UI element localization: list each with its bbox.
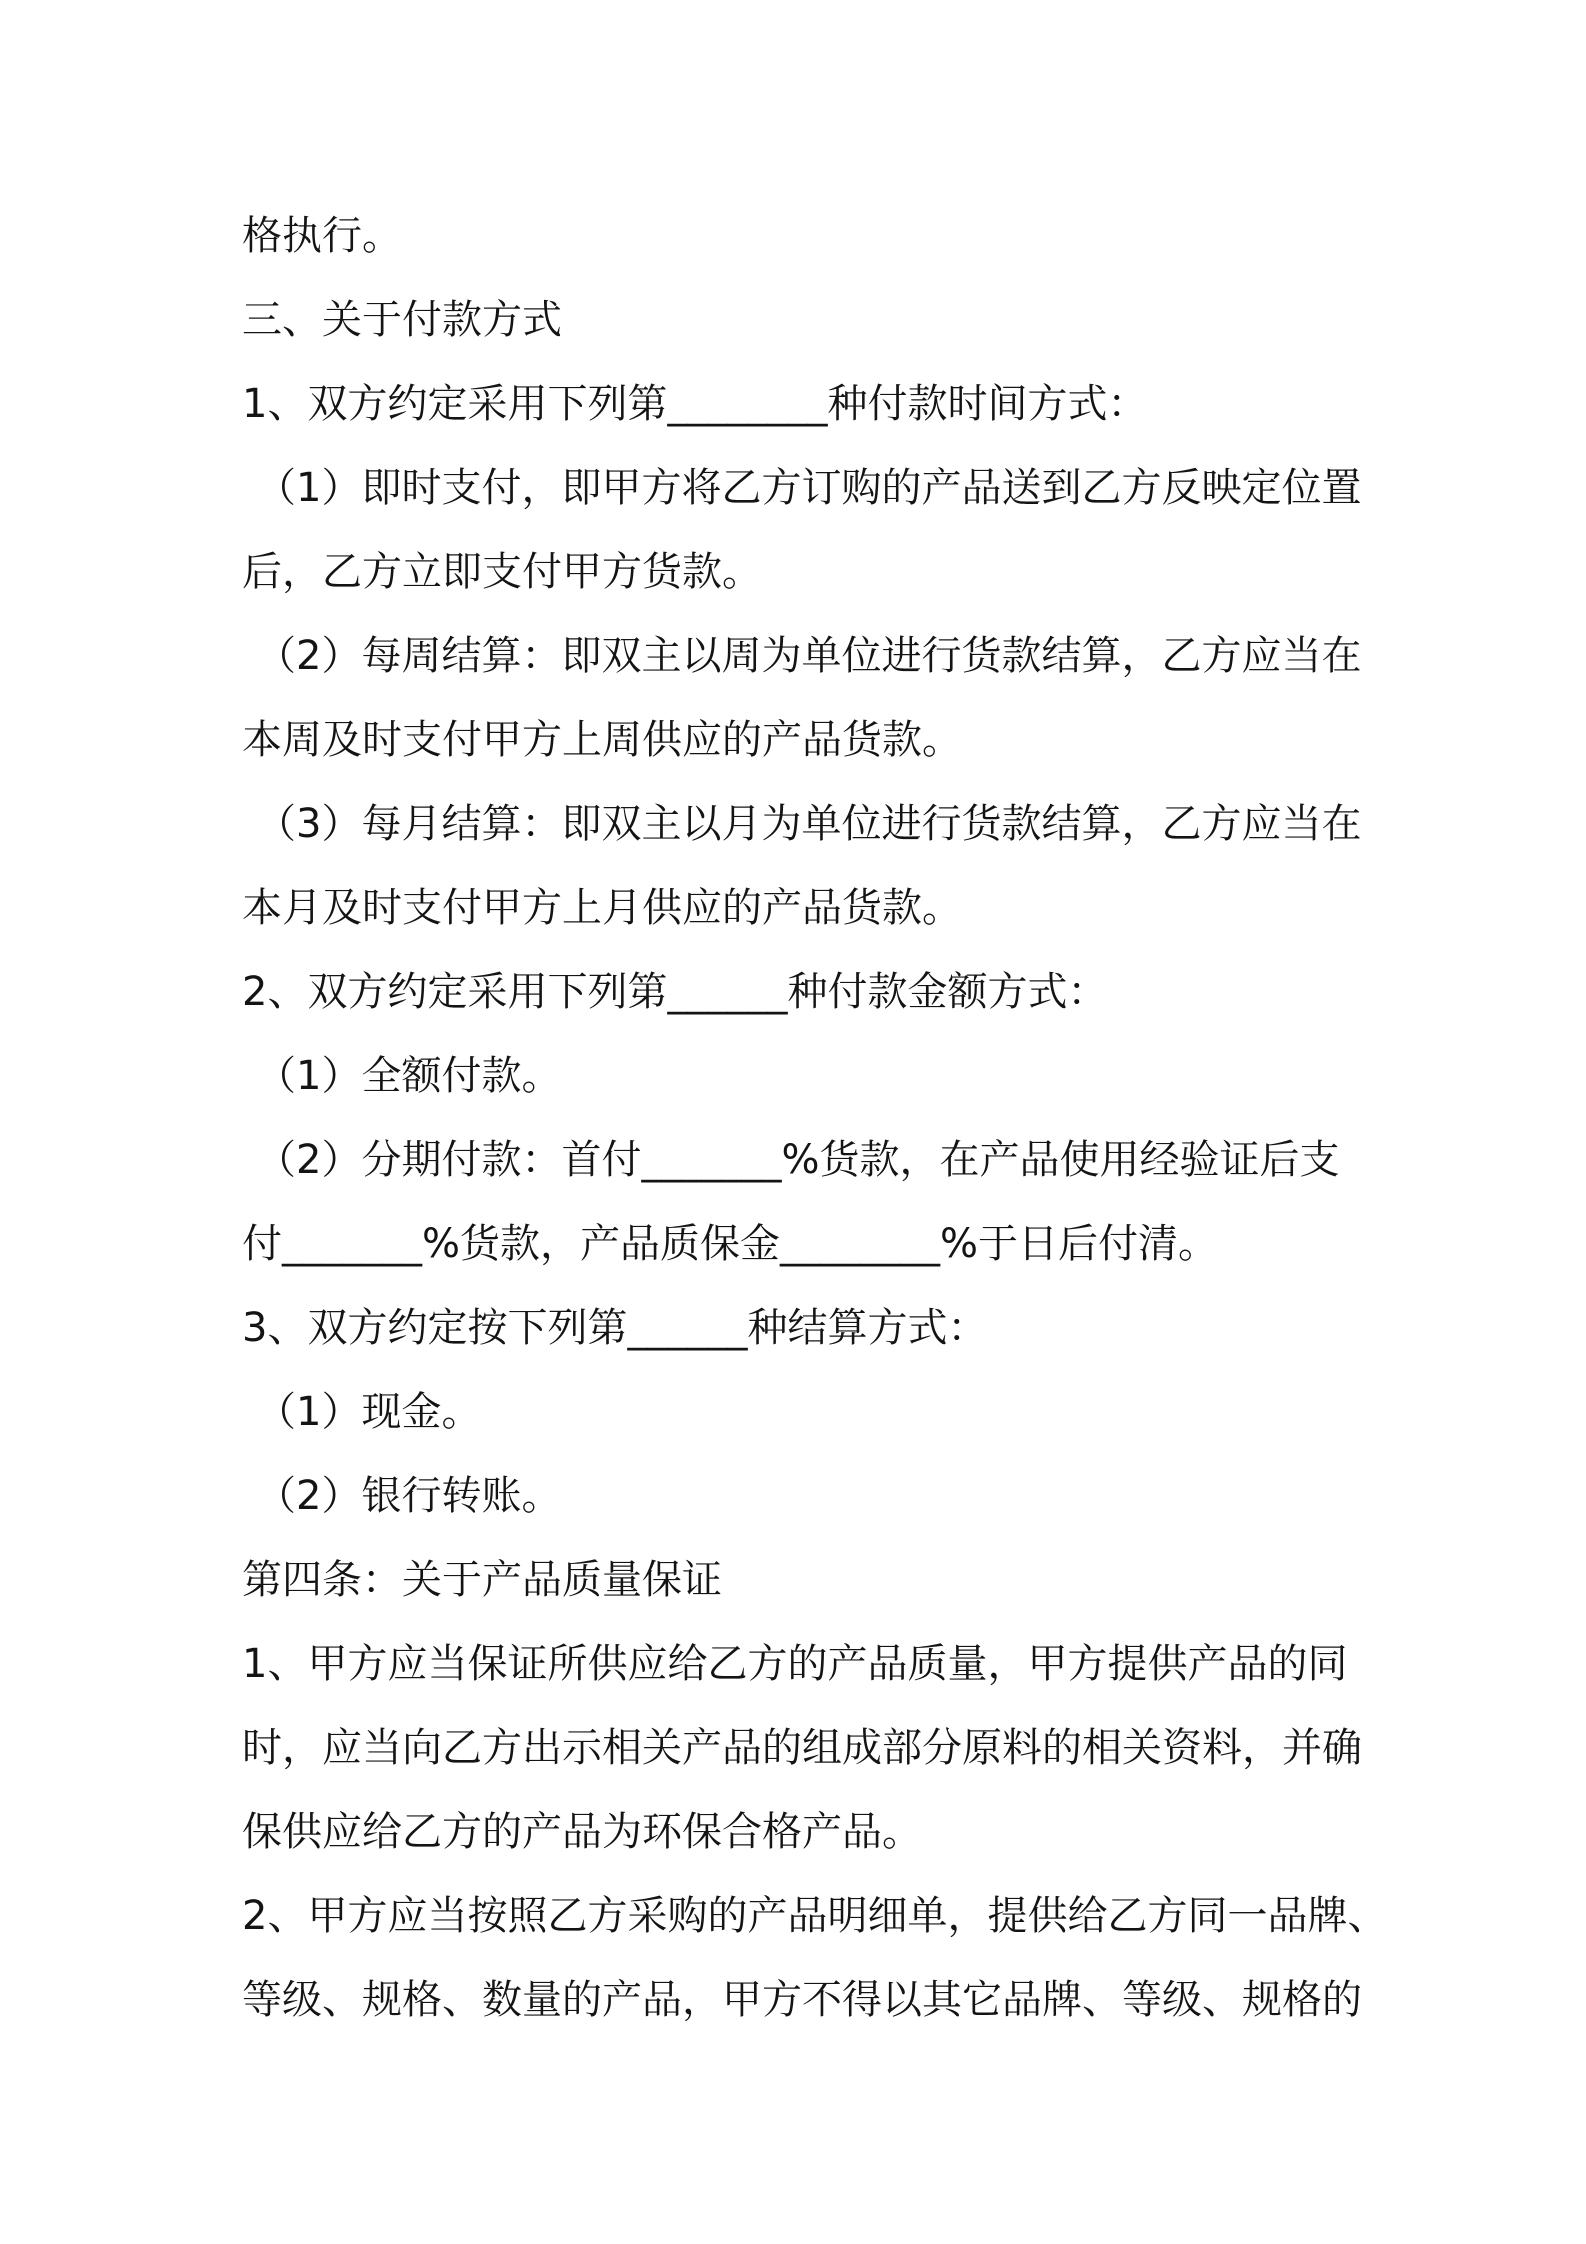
- text-line: 本周及时支付甲方上周供应的产品货款。: [242, 717, 962, 763]
- text-line: 2、双方约定采用下列第______种付款金额方式：: [242, 969, 1108, 1015]
- text-line: （3）每月结算：即双主以月为单位进行货款结算，乙方应当在: [256, 801, 1362, 847]
- text-line: 保供应给乙方的产品为环保合格产品。: [242, 1809, 922, 1855]
- section-heading: 第四条：关于产品质量保证: [242, 1557, 722, 1603]
- text-line: （1）即时支付，即甲方将乙方订购的产品送到乙方反映定位置: [256, 465, 1362, 511]
- document-body: [242, 194, 1388, 2042]
- text-line: （2）银行转账。: [256, 1473, 562, 1519]
- text-line: 3、双方约定按下列第______种结算方式：: [242, 1305, 988, 1351]
- text-line: 1、双方约定采用下列第________种付款时间方式：: [242, 381, 1148, 427]
- section-heading: 三、关于付款方式: [242, 297, 562, 343]
- text-line: （2）分期付款：首付_______%货款，在产品使用经验证后支: [256, 1137, 1340, 1183]
- text-line: 付_______%货款，产品质保金________%于日后付清。: [242, 1221, 1219, 1267]
- text-line: 1、甲方应当保证所供应给乙方的产品质量，甲方提供产品的同: [242, 1641, 1348, 1687]
- text-line: （2）每周结算：即双主以周为单位进行货款结算，乙方应当在: [256, 633, 1362, 679]
- text-line: 时，应当向乙方出示相关产品的组成部分原料的相关资料，并确: [242, 1725, 1362, 1771]
- text-line: 后，乙方立即支付甲方货款。: [242, 549, 762, 595]
- text-line: 本月及时支付甲方上月供应的产品货款。: [242, 885, 962, 931]
- text-line: 等级、规格、数量的产品，甲方不得以其它品牌、等级、规格的: [242, 1977, 1362, 2023]
- text-line: 2、甲方应当按照乙方采购的产品明细单，提供给乙方同一品牌、: [242, 1893, 1388, 1939]
- text-line: 格执行。: [242, 213, 402, 259]
- text-line: （1）现金。: [256, 1389, 482, 1435]
- text-line: （1）全额付款。: [256, 1053, 562, 1099]
